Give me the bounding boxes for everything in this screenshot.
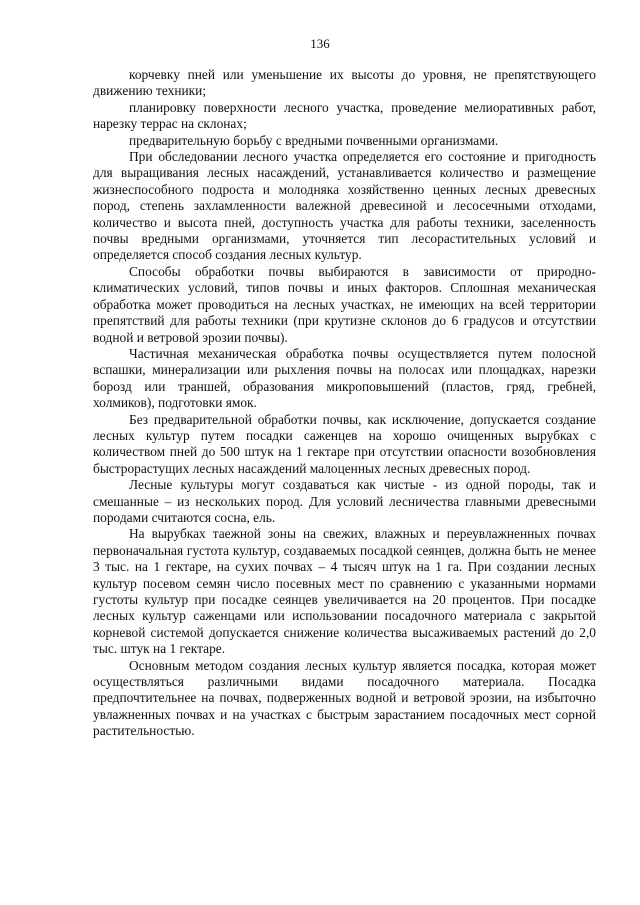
paragraph: Без предварительной обработки почвы, как исключение, допускается создание лесных культур путем посадки саженцев на хорошо очищенных вырубках с количеством пней до 500 штук на 1 гектаре при отсутствии опасности возобновления быстрорастущих лесных насаждений малоценных лесных древесных пород. <box>93 411 596 476</box>
paragraph: При обследовании лесного участка определяется его состояние и пригодность для выращивания лесных насаждений, устанавливается количество и размещение жизнеспособного подроста и молодняка хозяйственно ценных лесных древесных пород, степень захламленности валежной древесиной и лесосечными отходами, количество и высота пней, доступность участка для работы техники, заселенность почвы вредными организмами, уточняется тип лесорастительных условий и определяется способ создания лесных культур. <box>93 149 596 263</box>
paragraph: предварительную борьбу с вредными почвенными организмами. <box>129 132 499 148</box>
paragraph: Основным методом создания лесных культур является посадка, которая может осуществляться различными видами посадочного материала. Посадка предпочтительнее на почвах, подверженных водной и ветровой эрозии, на избыточно увлажненных почвах и на участках с быстрым зарастанием посадочных мест сорной растительностью. <box>93 657 596 739</box>
paragraph: Частичная механическая обработка почвы осуществляется путем полосной вспашки, минерализации или рыхления почвы на полосах или площадках, нарезки борозд или траншей, образования микроповышений (пластов, гряд, гребней, холмиков), подготовки ямок. <box>93 345 596 411</box>
paragraph: корчевку пней или уменьшение их высоты до уровня, не препятствующего движению техники; <box>93 67 596 99</box>
page-number: 136 <box>310 36 330 51</box>
paragraph: Способы обработки почвы выбираются в зависимости от природно-климатических условий, типов почвы и иных факторов. Сплошная механическая обработка может проводиться на лесных участках, не имеющих на всей территории препятствий для работы техники (при крутизне склонов до 6 градусов и отсутствии водной и ветровой эрозии почвы). <box>93 263 596 345</box>
paragraph: Лесные культуры могут создаваться как чистые - из одной породы, так и смешанные – из нескольких пород. Для условий лесничества главными древесными породами считаются сосна, ель. <box>93 477 596 525</box>
paragraph: планировку поверхности лесного участка, проведение мелиоративных работ, нарезку террас на склонах; <box>93 99 596 132</box>
paragraph: На вырубках таежной зоны на свежих, влажных и переувлажненных почвах первоначальная густота культур, создаваемых посадкой сеянцев, должна быть не менее 3 тыс. на 1 гектаре, на сухих почвах – 4 тысяч штук на 1 га. При создании лесных культур посевом семян число посевных мест по сравнению с указанными нормами густоты культур при посадке сеянцев увеличивается на 20 процентов. При посадке лесных культур саженцами или использовании посадочного материала с закрытой корневой системой допускается снижение количества высаживаемых растений до 2,0 тыс. штук на 1 гектаре. <box>93 526 596 657</box>
document-body <box>93 67 596 740</box>
